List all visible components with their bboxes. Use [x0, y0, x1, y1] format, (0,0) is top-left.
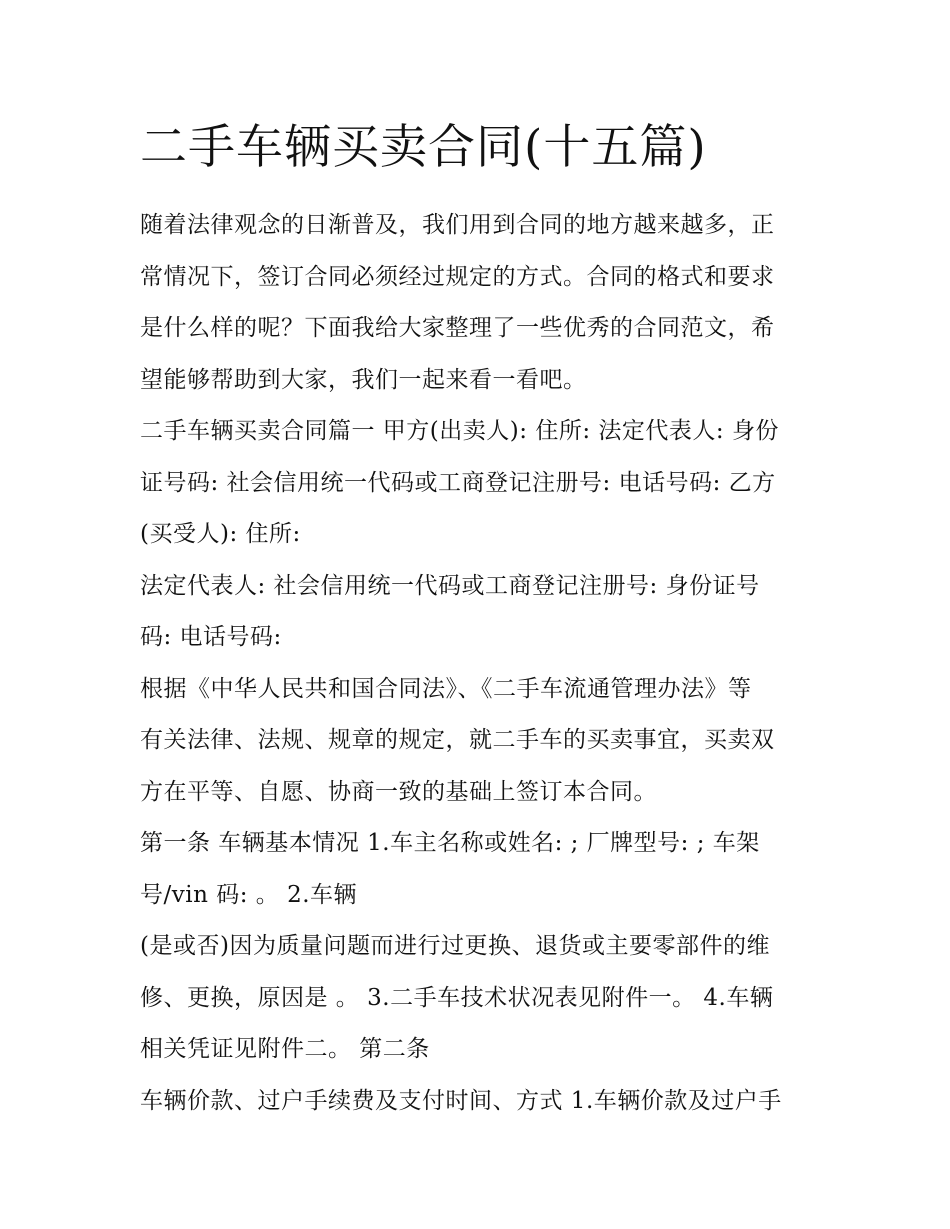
- text-line: 号/vin 码: 。 2.车辆: [140, 881, 358, 908]
- text-line: (买受人): 住所:: [140, 521, 301, 547]
- text-line: 二手车辆买卖合同篇一 甲方(出卖人): 住所: 法定代表人: 身份: [140, 418, 779, 444]
- text-line: 根据《中华人民共和国合同法》、《二手车流通管理办法》等: [140, 675, 752, 702]
- text-line: 码: 电话号码:: [140, 624, 282, 650]
- text-line: (是或否)因为质量问题而进行过更换、退货或主要零部件的维: [140, 933, 770, 959]
- text-line: 相关凭证见附件二。 第二条: [140, 1036, 430, 1062]
- text-line: 随着法律观念的日渐普及，我们用到合同的地方越来越多，正: [140, 212, 775, 238]
- text-line: 修、更换，原因是 。 3.二手车技术状况表见附件一。 4.车辆: [140, 984, 774, 1011]
- text-line: 方在平等、自愿、协商一致的基础上签订本合同。: [140, 778, 657, 805]
- document-body: [140, 200, 820, 1127]
- text-line: 望能够帮助到大家，我们一起来看一看吧。: [140, 366, 587, 393]
- paragraph-article-one: [140, 818, 820, 921]
- text-line: 有关法律、法规、规章的规定，就二手车的买卖事宜，买卖双: [140, 727, 775, 753]
- paragraph-article-two: [140, 1076, 820, 1128]
- text-line: 第一条 车辆基本情况 1.车主名称或姓名: ; 厂牌型号: ; 车架: [140, 830, 760, 856]
- text-line: 证号码: 社会信用统一代码或工商登记注册号: 电话号码: 乙方: [140, 469, 776, 496]
- text-line: 常情况下，签订合同必须经过规定的方式。合同的格式和要求: [140, 263, 775, 290]
- paragraph-parties-buyer: [140, 561, 820, 664]
- text-line: 法定代表人: 社会信用统一代码或工商登记注册号: 身份证号: [140, 572, 760, 599]
- text-line: 是什么样的呢？下面我给大家整理了一些优秀的合同范文，希: [140, 315, 775, 341]
- paragraph-vehicle-condition: [140, 921, 820, 1076]
- paragraph-intro: [140, 200, 820, 406]
- text-line: 车辆价款、过户手续费及支付时间、方式 1.车辆价款及过户手: [140, 1087, 782, 1114]
- paragraph-legal-basis: [140, 664, 820, 819]
- document-title: 二手车辆买卖合同(十五篇): [140, 120, 707, 175]
- paragraph-parties-seller: [140, 406, 820, 561]
